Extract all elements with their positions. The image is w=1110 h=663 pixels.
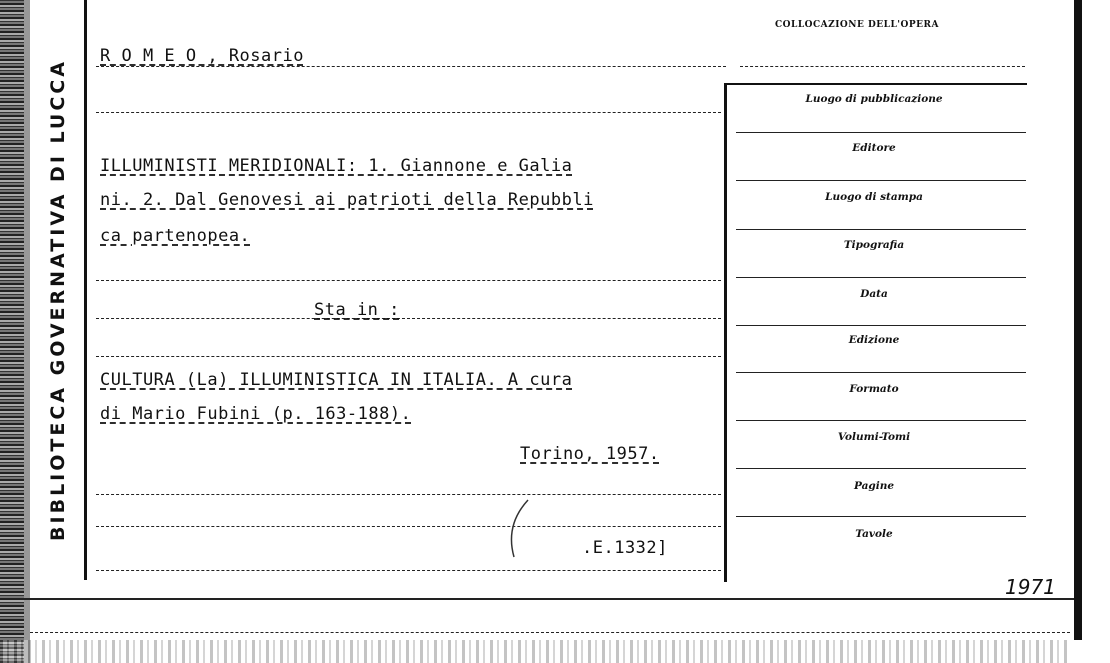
field-pagine: Pagine [853, 480, 895, 492]
field-rule [736, 180, 1026, 181]
field-formato: Formato [849, 383, 899, 395]
scan-noise [0, 640, 1070, 663]
collocation-box [724, 83, 1027, 582]
ruled-line [96, 570, 721, 571]
ruled-line [96, 356, 721, 357]
field-rule [736, 372, 1026, 373]
field-rule [736, 229, 1026, 230]
pencil-mark [500, 495, 540, 565]
scan-edge-left [0, 0, 24, 663]
scan-margin-right [1082, 0, 1110, 663]
title-line-3: ca partenopea. [100, 226, 251, 246]
ruled-line [96, 280, 721, 281]
field-luogo-stampa: Luogo di stampa [825, 191, 923, 203]
ruled-line [96, 526, 721, 527]
title-line-1: ILLUMINISTI MERIDIONALI: 1. Giannone e Galia [100, 156, 573, 176]
place-year: Torino, 1957. [520, 444, 660, 464]
ruled-line [96, 112, 721, 113]
handwritten-note: 1971 [1005, 575, 1056, 599]
card-bottom-rule [0, 598, 1110, 600]
author-name: R O M E O , Rosario [100, 46, 304, 66]
ruled-line [96, 318, 721, 319]
library-name: BIBLIOTECA GOVERNATIVA DI LUCCA [47, 59, 69, 541]
field-rule [736, 516, 1026, 517]
field-rule [736, 132, 1026, 133]
ruled-line [740, 66, 1025, 67]
field-tipografia: Tipografia [843, 239, 905, 251]
field-data: Data [860, 288, 888, 300]
field-rule [736, 468, 1026, 469]
field-tavole: Tavole [855, 528, 893, 540]
field-edizione: Edizione [848, 334, 900, 346]
field-rule [736, 420, 1026, 421]
source-line-2: di Mario Fubini (p. 163-188). [100, 404, 412, 424]
margin-rule [84, 0, 87, 580]
ruled-line [96, 494, 721, 495]
sta-in-label: Sta in : [314, 300, 400, 320]
field-luogo-pubblicazione: Luogo di pubblicazione [805, 93, 943, 105]
field-rule [736, 325, 1026, 326]
ruled-line [96, 66, 726, 67]
source-line-1: CULTURA (La) ILLUMINISTICA IN ITALIA. A cura [100, 370, 573, 390]
scan-edge-shadow [24, 0, 30, 663]
shelfmark: .E.1332] [582, 538, 668, 558]
collocation-header: COLLOCAZIONE DELL'OPERA [775, 20, 939, 30]
ruled-line [30, 632, 1070, 633]
field-editore: Editore [852, 142, 896, 154]
field-volumi-tomi: Volumi-Tomi [837, 431, 911, 443]
scan-edge-right [1074, 0, 1082, 640]
field-rule [736, 277, 1026, 278]
title-line-2: ni. 2. Dal Genovesi ai patrioti della Repubbli [100, 190, 594, 210]
